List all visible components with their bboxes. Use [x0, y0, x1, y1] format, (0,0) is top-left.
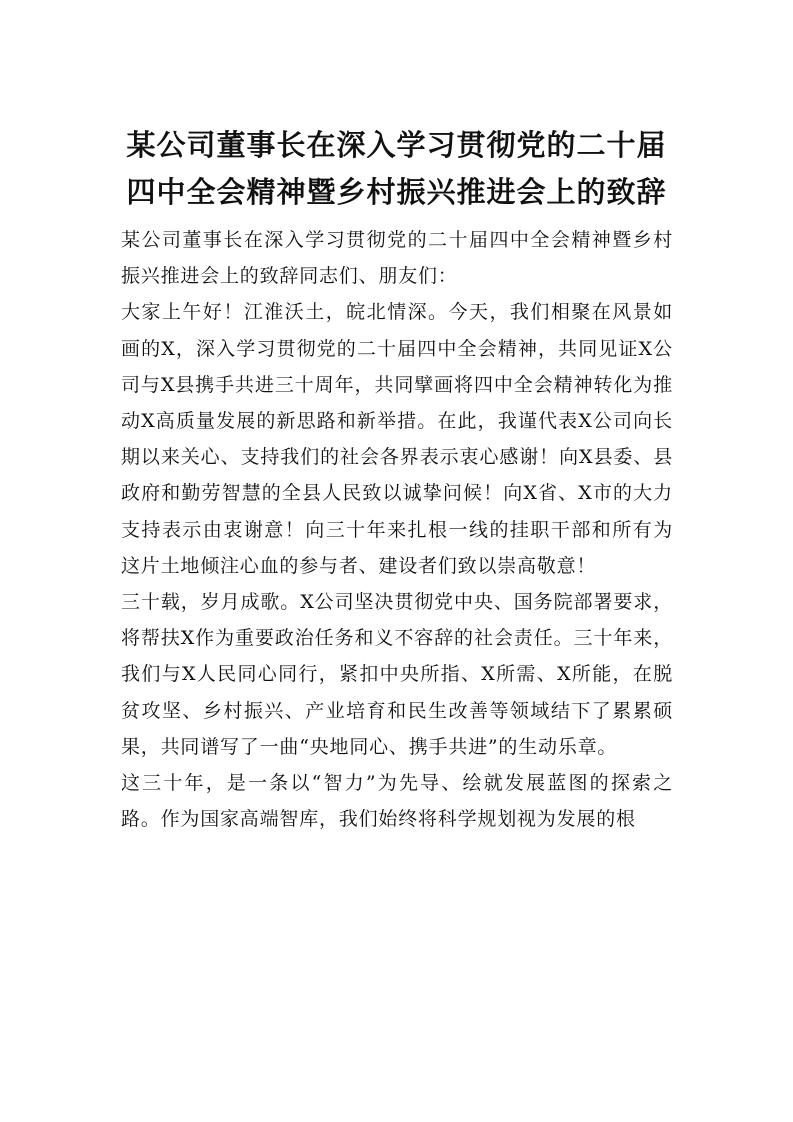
- paragraph-opening: 某公司董事长在深入学习贯彻党的二十届四中全会精神暨乡村振兴推进会上的致辞同志们、朋友们：: [121, 229, 673, 288]
- paragraph-intellect-path: 这三十年，是一条以“智力”为先导、绘就发展蓝图的探索之路。作为国家高端智库，我们始终将科学规划视为发展的根: [121, 772, 673, 831]
- title-line-2: 四中全会精神暨乡村振兴推进会上的致辞: [126, 175, 667, 209]
- document-title: [80, 122, 713, 216]
- document-body: [121, 222, 673, 837]
- title-line-1: 某公司董事长在深入学习贯彻党的二十届: [126, 128, 667, 162]
- paragraph-greeting: 大家上午好！江淮沃土，皖北情深。今天，我们相聚在风景如画的X，深入学习贯彻党的二十届四中全会精神，共同见证X公司与X县携手共进三十周年，共同擘画将四中全会精神转化为推动X高质量发展的新思路和新举措。在此，我谨代表X公司向长期以来关心、支持我们的社会各界表示衷心感谢！向X县委、县政府和勤劳智慧的全县人民致以诚挚问候！向X省、X市的大力支持表示由衷谢意！向三十年来扎根一线的挂职干部和所有为这片土地倾注心血的参与者、建设者们致以崇高敬意！: [121, 301, 673, 577]
- paragraph-thirty-years: 三十载，岁月成歌。X公司坚决贯彻党中央、国务院部署要求，将帮扶X作为重要政治任务和义不容辞的社会责任。三十年来，我们与X人民同心同行，紧扣中央所指、X所需、X所能，在脱贫攻坚、乡村振兴、产业培育和民生改善等领域结下了累累硕果，共同谱写了一曲“央地同心、携手共进”的生动乐章。: [121, 591, 673, 758]
